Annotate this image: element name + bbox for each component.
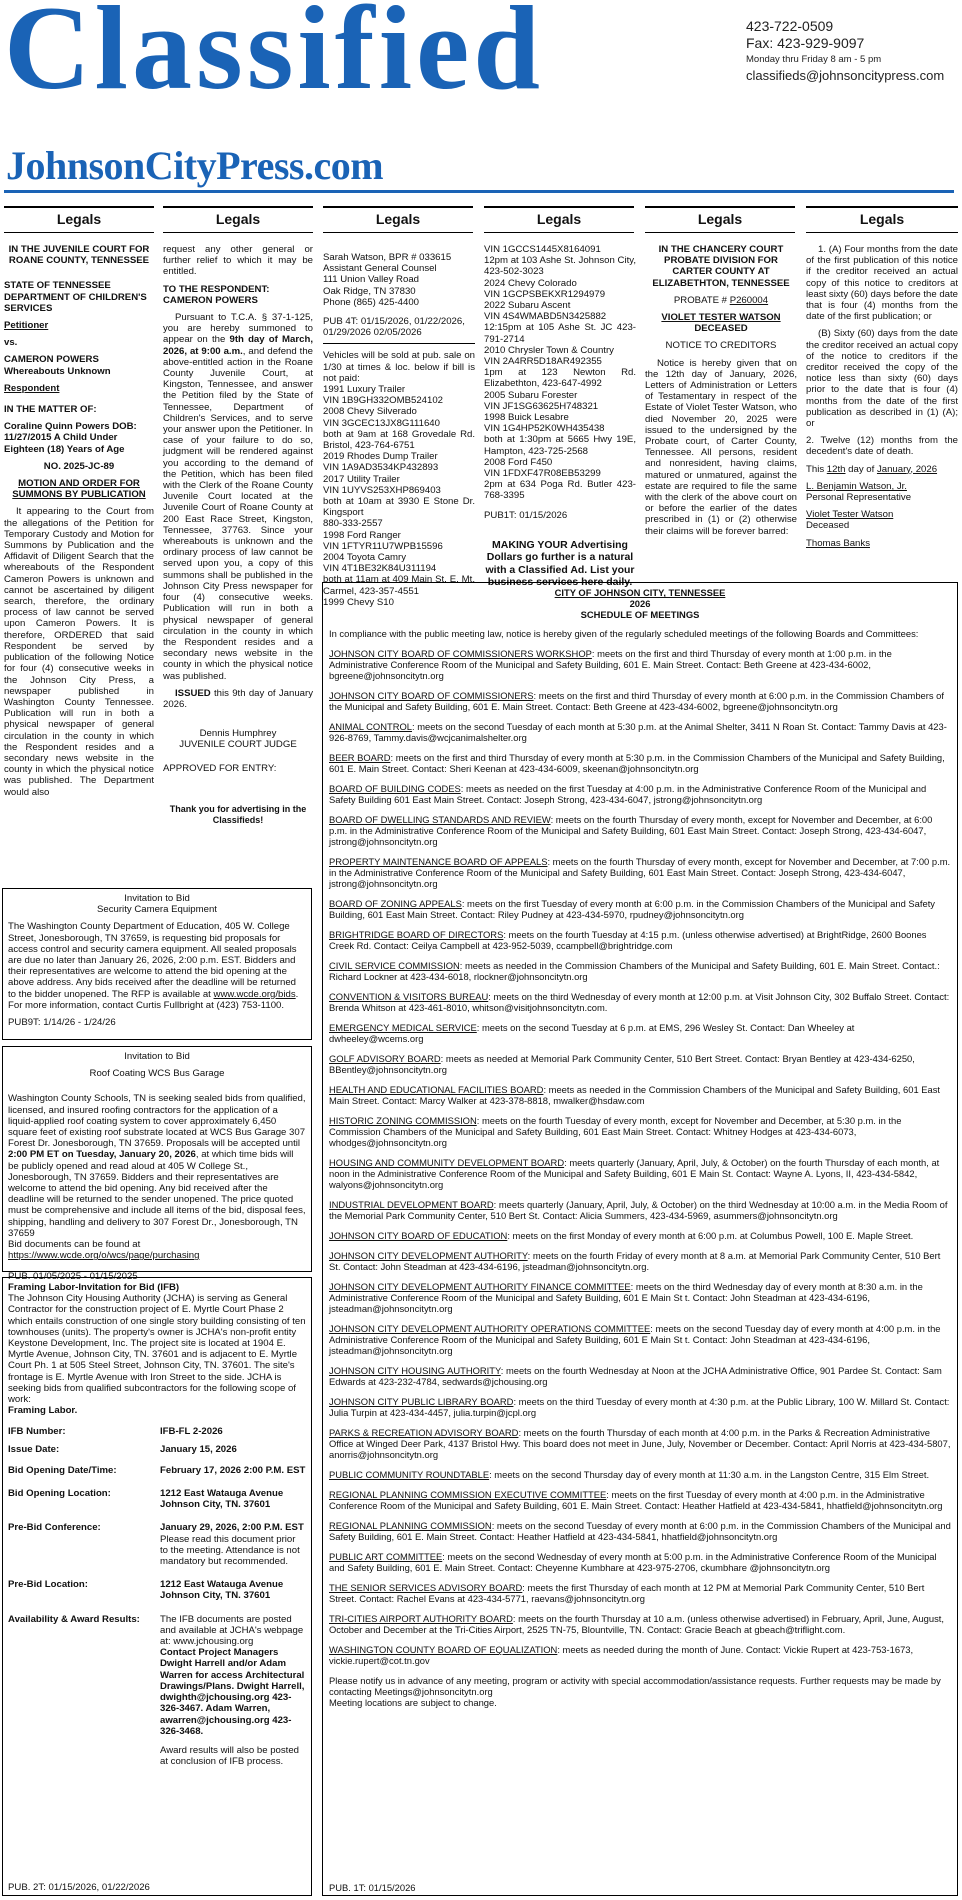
juvenile-notice-continued [163,244,313,884]
site-name[interactable]: JohnsonCityPress.com [6,143,384,188]
pre-bid-conference-row: Pre-Bid Conference: January 29, 2026, 2:00 P.M. EST Please read this document prior to the meeting. Attendance is not mandatory but recommended. [8,1522,306,1567]
motion-title: MOTION AND ORDER FOR SUMMONS BY PUBLICATION [12,478,146,501]
vehicle-line: 1998 Buick Lesabre [484,412,569,424]
roof-bid-notice [2,1046,312,1283]
jcha-contacts: Contact Project Managers Dwight Harrell and/or Adam Warren for access Architectural Drawings/Plans. Dwight Harrell, dwighth@jchousing.org 423-326-3467. Adam Warren, awarren@jchousing.org 423-326-3468. [160,1647,305,1737]
decedent-title: Deceased [806,520,850,532]
meeting-details: : meets on the fourth Wednesday at Noon at the JCHA Administrative Office, 901 Pardee St. Contact: Sam Edwards at 423-232-4784, sedwards@jchousing.org [329,1365,942,1387]
probate-body: Notice is hereby given that on the 12th day of January, 2026, Letters of Administration or Letters of Testamentary in respect of the Estate of Violet Tester Watson, who died November 20, 2025 were issued to the undersigned by the Probate court, of Carter County, Tennessee. All persons, resident and nonresident, having claims, matured or unmatured, against the estate are required to file the same with the clerk of the above court on or before the earlier of the dates prescribed in (1) or (2) otherwise their claims will be forever barred: [645,357,797,537]
meeting-entry [329,898,951,920]
issued-line: ISSUED this 9th day of January 2026. [163,687,313,710]
meeting-details: : meets on the fourth Thursday of every month, except for November and December, at 6:00 p.m. in the Administrative Conference Room of the Municipal and Safety Building, 601 East Main Street. Contact: Joseph Strong, 423-434-6047, jstrong@johnsoncitytn.org [329,814,933,847]
matter-heading: IN THE MATTER OF: [4,404,97,416]
bid-opening-date-row: Bid Opening Date/Time: February 17, 2026 2:00 P.M. EST [8,1464,306,1476]
meetings-year: 2026 [629,598,651,609]
meeting-board-name: JOHNSON CITY HOUSING AUTHORITY [329,1365,501,1376]
meeting-board-name: BOARD OF ZONING APPEALS [329,898,462,909]
meeting-board-name: HEALTH AND EDUCATIONAL FACILITIES BOARD [329,1084,544,1095]
meeting-board-name: PARKS & RECREATION ADVISORY BOARD [329,1427,519,1438]
fax-number: Fax: 423-929-9097 [746,35,865,51]
probate-court: IN THE CHANCERY COURT PROBATE DIVISION FOR CARTER COUNTY AT ELIZABETHTON, TENNESSEE [652,244,790,289]
meeting-entry [329,814,951,847]
meeting-entry [329,1157,951,1190]
vehicle-line: 2024 Chevy Colorado [484,277,577,289]
meeting-entry [329,1613,951,1635]
meeting-details: : meets as needed during the month of June. Contact: Vickie Rupert at 423-753-1673, vickie.rupert@cot.tn.gov [329,1644,914,1666]
meeting-entry [329,1469,951,1480]
thanks-message: Thank you for advertising in the Classifieds! [169,803,307,825]
roof-bid-pub: PUB. 01/05/2025 - 01/15/2025 [8,1271,138,1283]
meeting-entry [329,721,951,743]
meeting-entry [329,1022,951,1044]
jcha-body: The Johnson City Housing Authority (JCHA) is serving as General Contractor for the construction project of E. Myrtle Court Phase 2 which entails construction of one single story building consisting of ten townhouses (units). The property's owner is JCHA's non-profit entity Keystone Development, Inc. The project site is located at 1904 E. Myrtle Avenue, Johnson City, TN. 37601 and is adjacent to E. Myrtle Court Ph. 1 at 505 Steel Street, Johnson City, TN. 37601. The site's frontage is E. Myrtle Avenue with Iron Street to the side. JCHA is seeking bids from qualified subcontractors for the following scope of work: [8,1293,306,1406]
issue-date-row: Issue Date: January 15, 2026 [8,1443,237,1455]
deceased-name: VIOLET TESTER WATSON [661,312,781,324]
vehicle-list-2 [484,244,636,502]
vehicle-line: 2019 Rhodes Dump Trailer [323,451,438,463]
meeting-entry [329,1250,951,1272]
meeting-entry [329,690,951,712]
meeting-board-name: CIVIL SERVICE COMMISSION [329,960,460,971]
probate-notice-continued [806,244,958,579]
meeting-board-name: JOHNSON CITY BOARD OF EDUCATION [329,1230,508,1241]
vehicle-line: 2022 Subaru Ascent [484,300,571,312]
vehicle-line: VIN 1FDXF47R08EB53299 [484,468,601,480]
meeting-board-name: TRI-CITIES AIRPORT AUTHORITY BOARD [329,1613,513,1624]
attorney-and-vehicles [323,244,475,608]
masthead-rule [4,190,954,193]
advertising-promo: MAKING YOUR Advertising Dollars go further is a natural with a Classified Ad. List your business services here daily. [485,538,635,589]
vehicle-line: VIN 1GCPSBEKXR1294979 [484,288,606,300]
meetings-list [329,648,951,1666]
meeting-details: : meets on the third Wednesday of every month at 12:00 p.m. at Visit Johnson City, 302 Buffalo Street. Contact: Brenda Whitson at 423-461-8010, whitson@visitjohnsoncitytn.com. [329,991,950,1013]
vehicle-line: 2017 Utility Trailer [323,473,400,485]
meeting-board-name: WASHINGTON COUNTY BOARD OF EQUALIZATION [329,1644,558,1655]
meeting-entry [329,783,951,805]
attorney-pub: PUB 4T: 01/15/2026, 01/22/2026, 01/29/2026 02/05/2026 [323,316,475,344]
vehicle-line: 2pm at 634 Poga Rd. Butler 423-768-3395 [484,479,636,502]
meetings-closing: Please notify us in advance of any meeting, program or activity with special accommodation/assistance requests. Further requests may be made by contacting Meetings@johnsoncitytn.org [329,1675,941,1697]
vehicle-line: VIN 1B9GH332OMB524102 [323,395,443,407]
legals-header-2: Legals [163,206,313,233]
deceased-label: DECEASED [694,323,748,335]
vehicle-sale-intro: Vehicles will be sold at pub. sale on 1/30 at times & loc. below if bill is not paid: [323,350,475,384]
meeting-details: : meets on the second Wednesday of every month at 5:00 p.m. in the Administrative Conference Room of the Municipal and Safety Building, 601 E. Main Street. Contact: Cheyenne Kumbhare at 423-975-2706, ckumbhare @johnsoncitytn.org [329,1551,937,1573]
vehicle-line: 2008 Ford F450 [484,456,553,468]
meeting-details: : meets on the third Tuesday of every month at 4:30 p.m. at the Public Library, 100 W. Millard St. Contact: Julia Turpin at 423-434-4457, julia.turpin@jcpl.org [329,1396,950,1418]
meeting-entry [329,1199,951,1221]
approved-for-entry: APPROVED FOR ENTRY: [163,762,277,774]
meeting-details: : meets on the first and third Thursday of every month at 5:30 p.m. in the Commission Chambers of the Municipal and Safety Building, 601 E. Main Street. Contact: Sheri Keenan at 423-434-6009, skeenan@johnsoncitytn.org [329,752,945,774]
versus: vs. [4,337,18,349]
vehicle-line: VIN 3GCEC13JX8G111640 [323,417,440,429]
meeting-details: : meets on the fourth Thursday of every month, except for November and December, at 7:00 p.m. in the Administrative Conference Room of the Municipal and Safety Building, 601 East Main Street. Contact: Joseph Strong, 423-434-6047, jstrong@johnsoncitytn.org [329,856,951,889]
masthead [0,0,962,200]
meeting-board-name: PUBLIC COMMUNITY ROUNDTABLE [329,1469,490,1480]
meeting-board-name: JOHNSON CITY DEVELOPMENT AUTHORITY [329,1250,528,1261]
wcde-bids-link[interactable]: www.wcde.org/bids [213,988,296,1000]
purchasing-link[interactable]: https://www.wcde.org/o/wcs/page/purchasing [8,1250,200,1262]
meeting-board-name: JOHNSON CITY DEVELOPMENT AUTHORITY FINANCE COMMITTEE [329,1281,631,1292]
meeting-entry [329,1053,951,1075]
meetings-intro: In compliance with the public meeting law, notice is hereby given of the regularly scheduled meetings of the following Boards and Committees: [329,628,919,639]
legals-header-6: Legals [806,206,958,233]
roof-bid-deadline: 2:00 PM ET on Tuesday, January 20, 2026 [8,1149,196,1161]
meeting-board-name: INDUSTRIAL DEVELOPMENT BOARD [329,1199,494,1210]
meeting-details: : meets on the third Wednesday day of every month at 8:30 a.m. in the Administrative Conference Room of the Municipal and Safety Building, 601 E Main St t. Contact: John Steadman at 423-434-6196, jsteadman@johnsoncitytn.org [329,1281,923,1314]
meetings-pub: PUB. 1T: 01/15/2026 [329,1882,416,1893]
case-number: NO. 2025-JC-89 [43,460,115,472]
meeting-board-name: BOARD OF BUILDING CODES [329,783,461,794]
to-respondent: TO THE RESPONDENT: CAMERON POWERS [163,283,270,306]
meeting-board-name: JOHNSON CITY BOARD OF COMMISSIONERS [329,690,534,701]
personal-representative-title: Personal Representative [806,492,912,504]
vehicle-line: VIN 1G4HP52K0WH435438 [484,423,605,435]
email-address[interactable]: classifieds@johnsoncitypress.com [746,68,945,83]
meeting-board-name: ANIMAL CONTROL [329,721,412,732]
camera-bid-title: Invitation to Bid [124,893,190,904]
vehicle-line: both at 10am at 3930 E Stone Dr. Kingsport [323,496,475,519]
decedent-name: Violet Tester Watson [806,509,894,521]
vehicle-line: VIN 4T1BE32K84U311194 [323,563,437,575]
vehicle-line: 2005 Subaru Forester [484,389,578,401]
hearing-date: 9th day of March, 2026, at 9:00 a.m. [163,334,313,357]
vehicle-line: 2010 Chrysler Town & Country [484,344,614,356]
vehicle-line: 2008 Chevy Silverado [323,406,417,418]
meeting-entry [329,856,951,889]
probate-dated: This 12th day of January, 2026 [806,463,938,475]
meeting-details: : meets on the first Tuesday of every month at 4:00 p.m. in the Administrative Conference Room of the Municipal and Safety Building, 601 E. Main Street. Contact: Heather Hatfield at 423-434-5841, hhatfield@johnsoncitytn.org [329,1489,943,1511]
pre-bid-note: Please read this document prior to the meeting. Attendance is not mandatory but recommended. [160,1533,300,1568]
jcha-scope: Framing Labor. [8,1405,78,1417]
meeting-details: : meets on the first and third Thursday of every month at 6:00 p.m. in the Commission Chambers of the Municipal and Safety Building, 601 E. Main Street. Contact: Beth Greene at 423-434-6002, bgreene@johnsoncitytn.org [329,690,944,712]
meeting-entry [329,929,951,951]
meeting-details: : meets on the first and third Thursday of every month at 1:00 p.m. in the Administrative Conference Room of the Municipal and Safety Building, 601 E. Main Street. Contact: Beth Greene at 423-434-6002, bgreene@johnsoncitytn.org [329,648,892,681]
meeting-board-name: CONVENTION & VISITORS BUREAU [329,991,489,1002]
legals-header-5: Legals [645,206,795,233]
meeting-board-name: EMERGENCY MEDICAL SERVICE [329,1022,477,1033]
meeting-details: : meets on the fourth Friday of every month at 8 a.m. at Memorial Park Community Center, 510 Bert St. Contact: John Steadman at 423-434-6196, jsteadman@johnsoncitytn.org. [329,1250,941,1272]
meeting-board-name: PUBLIC ART COMMITTEE [329,1551,443,1562]
meetings-closing-2: Meeting locations are subject to change. [329,1697,497,1708]
meeting-details: : meets on the fourth Thursday at 10 a.m. (unless otherwise advertised) in February, April, June, August, October and December at the Tri-Cities Airport, 2525 TN-75, Blountville, TN. Contact: Gracie Beach at gbeach@triflight.com. [329,1613,945,1635]
summons-body: Pursuant to T.C.A. § 37-1-125, you are hereby summoned to appear on the 9th day of March, 2026, at 9:00 a.m., and defend the above-entitled action in the Roane County Juvenile Court, at Kingston, Tennessee, and answer the Petition filed by the State of Tennessee, Department of Children's Services, and to serve your answer upon the Petitioner. In case of your failure to do so, judgment will be rendered against you according to the demand of the Petition, which has been filed with the Clerk of the Roane County Juvenile Court located at the Juvenile Court of Roane County at 200 East Race Street, Kingston, Tennessee, 37763. Since your whereabouts is unknown and the ordinary process of law cannot be served upon you, a copy of this summons shall be published in the Johnson City Press newspaper for four (4) consecutive weeks. Publication will run in both a physical newspaper of general circulation in the county in which the Respondent resides and a secondary news website in the county in which the physical notice was published. [163,312,313,682]
vehicle-line: 2004 Toyota Camry [323,552,407,564]
meeting-board-name: JOHNSON CITY BOARD OF COMMISSIONERS WORKSHOP [329,648,592,659]
classified-logo: Classified [4,0,545,114]
vehicle-line: 1991 Luxury Trailer [323,384,406,396]
meeting-entry [329,1582,951,1604]
meeting-entry [329,1644,951,1666]
meetings-subtitle: SCHEDULE OF MEETINGS [580,609,700,620]
vehicle-line: VIN 1FTYR11U7WPB15596 [323,540,443,552]
vehicle-list-1 [323,384,475,608]
camera-bid-pub: PUB9T: 1/14/26 - 1/24/26 [8,1017,116,1029]
juvenile-notice [4,244,154,884]
vehicle-line: VIN 4S4WMABD5N3425882 [484,311,607,323]
bid-opening-location-row: Bid Opening Location: 1212 East Watauga Avenue Johnson City, TN. 37601 [8,1488,284,1511]
roof-bid-subtitle: Roof Coating WCS Bus Garage [89,1068,225,1080]
phone-number: 423-722-0509 [746,18,834,34]
meeting-board-name: JOHNSON CITY PUBLIC LIBRARY BOARD [329,1396,514,1407]
meeting-entry [329,1084,951,1106]
court-name: IN THE JUVENILE COURT FOR ROANE COUNTY, TENNESSEE [8,244,150,267]
respondent-name: CAMERON POWERS Whereabouts Unknown [4,354,111,377]
motion-body: It appearing to the Court from the allegations of the Petition for Temporary Custody and Motion for Summons by Publication and the Affidavit of Diligent Search that the whereabouts of the Respondent Cameron Powers is unknown and cannot be ascertained by diligent search, therefore, the ordinary process of law cannot be served upon Cameron Powers. It is therefore, ORDERED that said Respondent be served by publication of the following Notice for four (4) consecutive weeks in the Johnson City Press, a newspaper published in Washington County Tennessee. Publication will run in both a physical newspaper of general circulation in the county in which the Respondent resides and a secondary news website in the county in which the physical notice was published. The Department would also [4,506,154,798]
jcha-ifb-notice [2,1277,312,1896]
meeting-entry [329,1323,951,1356]
vehicle-line: 880-333-2557 [323,518,383,530]
vehicle-line: VIN 1GCCS1445X8164091 [484,244,601,255]
petitioner-name: STATE OF TENNESSEE DEPARTMENT OF CHILDREN'S SERVICES [4,280,147,314]
attorney-block: Sarah Watson, BPR # 033615 Assistant General Counsel 111 Union Valley Road Oak Ridge, TN 37830 Phone (865) 425-4400 [323,252,452,308]
meeting-entry [329,1489,951,1511]
meeting-details: : meets as needed in the Commission Chambers of the Municipal and Safety Building, 601 E. Main Street. Contact.: Richard Lockner at 423-434-6018, rlockner@johnsoncitytn.org [329,960,940,982]
meeting-details: : meets on the fourth Tuesday of every month, except for November and December, at 5:30 p.m. in the Commission Chambers of the Municipal and Safety Building, 601 East Main Street. Contact: Whitney Hodges at 423-434-6073, whodges@johnsoncitytn.org [329,1115,902,1148]
meeting-entry [329,1115,951,1148]
probate-clause-2: 2. Twelve (12) months from the decedent's date of death. [806,435,958,458]
vehicle-line: VIN 1UYVS253XHP869403 [323,484,441,496]
meeting-details: : meets on the second Thursday day of every month at 11:30 a.m. in the Langston Centre, 315 Elm Street. [489,1469,930,1480]
meeting-board-name: BRIGHTRIDGE BOARD OF DIRECTORS [329,929,504,940]
meeting-board-name: HISTORIC ZONING COMMISSION [329,1115,477,1126]
meeting-details: : meets the first Thursday of each month at 12 PM at Memorial Park Community Center, 510 Bert Street. Contact: Rachel Evans at 423-434-5771, raevans@johnsoncitytn.org [329,1582,925,1604]
meeting-board-name: BOARD OF DWELLING STANDARDS AND REVIEW [329,814,551,825]
camera-bid-subtitle: Security Camera Equipment [97,904,217,916]
judge-title: JUVENILE COURT JUDGE [179,739,297,751]
meeting-entry [329,991,951,1013]
pre-bid-location-row: Pre-Bid Location: 1212 East Watauga Avenue Johnson City, TN. 37601 [8,1579,284,1602]
legals-header-3: Legals [323,206,473,233]
judge-name: Dennis Humphrey [199,728,277,740]
legals-header-1: Legals [4,206,154,233]
meeting-details: : meets on the fourth Thursday of each month at 4:00 p.m. in the Parks & Recreation Administrative Office at Winged Deer Park, 4137 Bristol Hwy. This board does not meet in June, July, November or December. Contact: April Norris at 423-434-5807, anorris@johnsoncitytn.org [329,1427,951,1460]
availability-row: Availability & Award Results: The IFB documents are posted and available at JCHA's webpage at: www.jchousing.org Contact Project Managers Dwight Harrell and/or Adam Warren for access Architectural Drawings/Plans. Dwight Harrell, dwighth@jchousing.org 423-326-3467. Adam Warren, awarren@jchousing.org 423-326-3468. Award results will also be posted at conclusion of IFB process. [8,1613,305,1768]
meeting-details: : meets on the second Tuesday of each month at 5:30 p.m. at the Animal Shelter, 3411 N Roan St. Contact: Tammy Davis at 423-926-8769, Tammy.davis@wcjcanimalshelter.org [329,721,947,743]
meeting-board-name: HOUSING AND COMMUNITY DEVELOPMENT BOARD [329,1157,565,1168]
vehicle-line: both at 9am at 168 Grovedale Rd. Bristol, 423-764-6751 [323,428,475,452]
vehicle-pub: PUB1T: 01/15/2026 [484,509,568,521]
respondent-label: Respondent [4,382,60,394]
relief-text: request any other general or further relief to which it may be entitled. [163,244,313,278]
vehicle-line: VIN 2A4RR5D18AR492355 [484,356,602,368]
personal-representative-name: L. Benjamin Watson, Jr. [806,480,907,492]
meeting-entry [329,1396,951,1418]
notice-to-creditors: NOTICE TO CREDITORS [665,340,777,352]
meeting-board-name: PROPERTY MAINTENANCE BOARD OF APPEALS [329,856,548,867]
meeting-details: : meets on the first Monday of every month at 6:00 p.m. at Columbus Powell, 100 E. Maple Street. [507,1230,914,1241]
meeting-details: : meets on the first Tuesday of every month at 6:00 p.m. in the Commission Chambers of the Municipal and Safety Building, 601 East Main Street. Contact: Riley Pudney at 423-434-5970, rpudney@johnsoncitytn.org [329,898,935,920]
vehicle-line: 1998 Ford Ranger [323,529,401,541]
vehicle-line: 12pm at 103 Ashe St. Johnson City, 423-502-3023 [484,255,636,278]
meeting-board-name: THE SENIOR SERVICES ADVISORY BOARD [329,1582,523,1593]
probate-clause-b: (B) Sixty (60) days from the date the creditor received an actual copy of the notice to creditors if the creditor received the copy of the notice less than sixty (60) days prior to the date that is four (4) months from the date of the first publication as described in (1) (A); or [806,328,958,430]
vehicle-line: 1pm at 123 Newton Rd. Elizabethton, 423-647-4992 [484,367,636,390]
contact-info [746,18,944,85]
jcha-pub: PUB. 2T: 01/15/2026, 01/22/2026 [8,1881,150,1893]
probate-notice [645,244,797,579]
vehicle-line: VIN JF1SG63625H748321 [484,400,599,412]
camera-bid-body: The Washington County Department of Education, 405 W. College Street, Jonesborough, TN 37659, is requesting bid proposals for access control and security camera equipment. All sealed proposals are due no later than January 26, 2026, 2:00 p.m. EST. Bidders and their representatives are welcome to attend the bid opening at the above address. Any bids received after the deadline will be returned to the bidder unopened. The RFP is available at www.wcde.org/bids. For more information, contact Curtis Fullbright at (423) 753-1100. [8,921,299,1011]
vehicle-line: VIN 1A9AD3534KP432893 [323,462,439,474]
meetings-title: CITY OF JOHNSON CITY, TENNESSEE [554,587,726,598]
meeting-entry [329,1365,951,1387]
child-info: Coraline Quinn Powers DOB: 11/27/2015 A Child Under Eighteen (18) Years of Age [4,421,137,455]
meeting-entry [329,1281,951,1314]
ifb-number-row: IFB Number: IFB-FL 2-2026 [8,1426,223,1438]
attorney-name: Thomas Banks [806,537,870,549]
meeting-details: : meets as needed at Memorial Park Community Center, 510 Bert Street. Contact: Bryan Bentley at 423-434-6250, BBentley@johnsoncitytn.org [329,1053,915,1075]
meeting-entry [329,1551,951,1573]
meeting-details: : meets as needed in the Commission Chambers of the Municipal and Safety Building, 601 East Main Street. Contact: Marcy Walker at 423-378-8818, mwalker@hsdaw.com [329,1084,941,1106]
vehicle-line: both at 1:30pm at 5665 Hwy 19E, Hampton, 423-725-2568 [484,434,636,457]
vehicle-sale [323,350,475,608]
meeting-entry [329,1427,951,1460]
camera-bid-notice [2,888,312,1040]
probate-number: PROBATE # P260004 [673,294,769,306]
roof-bid-title: Invitation to Bid [124,1051,190,1062]
vehicles-continued [484,244,636,589]
meeting-details: : meets on the second Tuesday of every month at 6:00 p.m. in the Commission Chambers of the Municipal and Safety Building, 601 E. Main Street. Contact: Heather Hatfield at 423-434-5841, hhatfield@johnsoncitytn.org [329,1520,951,1542]
meeting-details: : meets as needed on the first Tuesday at 4:00 p.m. in the Administrative Conference Room of the Municipal and Safety Building 601 East Main Street. Contact: Joseph Strong, 423-434-6047, jstrong@johnsoncitytn.org [329,783,927,805]
vehicle-line: 12:15pm at 105 Ashe St. JC 423-791-2714 [484,322,636,345]
meeting-details: : meets on the second Tuesday day of every month at 4:00 p.m. in the Administrative Conference Room of the Municipal and Safety Building, 601 E Main St t. Contact: John Steadman at 423-434-6196, jsteadman@johnsoncitytn.org [329,1323,941,1356]
meeting-details: : meets quarterly (January, April, July, & October) on the fourth Thursday of each month, at noon in the Administrative Conference Room of the Municipal and Safety Building, 601 E Main St. Contact: Wayne A. Lyons, II, 423-434-5842, walyons@johnsoncitytn.org [329,1157,940,1190]
meeting-board-name: JOHNSON CITY DEVELOPMENT AUTHORITY OPERATIONS COMMITTEE [329,1323,651,1334]
petitioner-label: Petitioner [4,320,49,332]
meeting-board-name: BEER BOARD [329,752,391,763]
office-hours: Monday thru Friday 8 am - 5 pm [746,54,882,65]
meeting-entry [329,648,951,681]
meetings-schedule [322,582,958,1896]
meeting-entry [329,1520,951,1542]
meeting-board-name: REGIONAL PLANNING COMMISSION [329,1520,492,1531]
probate-clause-a: 1. (A) Four months from the date of the first publication of this notice if the creditor received an actual copy of this notice to creditors at least sixty (60) days before the date that is four (4) months from the date of the first publication; or [806,244,958,323]
meeting-board-name: REGIONAL PLANNING COMMISSION EXECUTIVE COMMITTEE [329,1489,607,1500]
vehicle-line: 1999 Chevy S10 [323,596,394,608]
meeting-details: : meets quarterly (January, April, July, & October) on the third Wednesday at 10:00 a.m. in the Media Room of the Memorial Park Community Center, 510 Bert St. Contact: Alicia Summers, 423-434-5969, asummers@johnsoncitytn.org [329,1199,948,1221]
award-note: Award results will also be posted at conclusion of IFB process. [160,1744,300,1768]
legals-header-4: Legals [484,206,634,233]
meeting-entry [329,752,951,774]
jcha-title: Framing Labor-Invitation for Bid (IFB) [8,1282,180,1293]
vehicle-line: both at 11am at 409 Main St. E. Mt. Carmel, 423-357-4551 [323,574,475,597]
meeting-board-name: GOLF ADVISORY BOARD [329,1053,441,1064]
roof-bid-body: Washington County Schools, TN is seeking sealed bids from qualified, licensed, and insured roofing contractors for the application of a liquid-applied roof coating system to cover approximately 6,450 square feet of existing roof substrate located at WCS Bus Garage 307 Forest Dr. Jonesborough, TN 37659. Proposals will be accepted until 2:00 PM ET on Tuesday, January 20, 2026, at which time bids will be publicly opened and read aloud at 405 W College St., Jonesborough, TN 37659. Bidders and their representatives are welcome to attend the bid opening. Any bid received after the deadline will be returned to the sender unopened. The price quoted must be comprehensive and include all items of the bid, disposal fees, shipping, handling and delivery to 307 Forest Dr., Jonesborough, TN 37659 Bid documents can be found at https://www.wcde.org/o/wcs/page/purchasing [8,1093,306,1262]
meeting-entry [329,1230,951,1241]
meeting-details: : meets on the fourth Tuesday at 4:15 p.m. (unless otherwise advertised) at BrightRidge, 2600 Boones Creek Rd. Contact: Ceilya Campbell at 423-952-5039, ccampbell@brightridge.com [329,929,927,951]
meeting-entry [329,960,951,982]
meeting-details: : meets on the second Tuesday at 6 p.m. at EMS, 296 Wesley St. Contact: Dan Wheeley at dwheeley@wcems.org [329,1022,855,1044]
